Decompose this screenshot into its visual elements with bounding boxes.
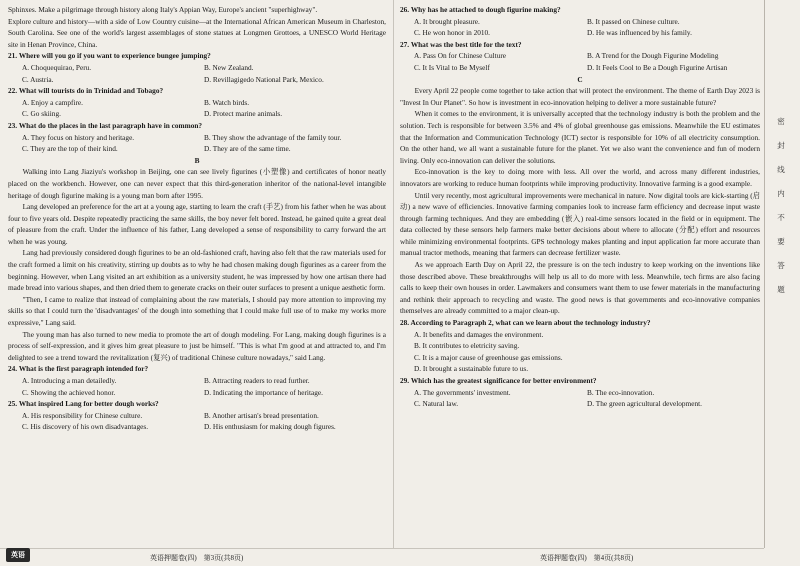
option: B. Another artisan's bread presentation. xyxy=(204,410,319,420)
seal-char: 要 xyxy=(777,237,785,246)
option: C. Go skiing. xyxy=(22,109,61,119)
intro-line: Sphinxes. Make a pilgrimage through history along Italy's Appian Way, Europe's ancient "superhighway". xyxy=(8,5,318,14)
option: B. Watch birds. xyxy=(204,97,250,107)
option: A. They focus on history and heritage. xyxy=(22,132,135,142)
passage-paragraph: "Then, I came to realize that instead of complaining about the raw materials, I should pay more attention to improving my skills so that I could turn the 'disadvantages' of the dough into something that I could make full use of to make my works more expressive," Lang said. xyxy=(8,294,386,328)
footer-page-3: 英语押题卷(四) 第3页(共8页) xyxy=(150,554,244,562)
option: D. It Feels Cool to Be a Dough Figurine Artisan xyxy=(587,62,728,72)
options-21 xyxy=(8,62,386,85)
question-22: 22. What will tourists do in Trinidad and Tobago? xyxy=(8,86,164,96)
question-27: 27. What was the best title for the text? xyxy=(400,39,522,49)
option: A. His responsibility for Chinese culture. xyxy=(22,410,143,420)
option: D. He was influenced by his family. xyxy=(587,28,692,38)
passage-paragraph: As we approach Earth Day on April 22, the pressure is on the tech industry to keep working on the inventions like those described above. These breakthroughs will help us all to do more with less. Meanwhile, tech firms are also facing calls to keep their own houses in order. Lawmakers and consumers want them to use fewer materials in the manufacturing and rethink their approach to recycling and waste. The good news is that governments and eco-innovative companies themselves are already committed to a major clean-up. xyxy=(400,260,760,316)
option: B. A Trend for the Dough Figurine Modeling xyxy=(587,51,719,61)
page-3 xyxy=(8,4,386,433)
option: D. Indicating the importance of heritage. xyxy=(204,387,323,397)
subject-badge: 英语 xyxy=(6,548,30,562)
question-26: 26. Why has he attached to dough figurine making? xyxy=(400,5,561,14)
section-c-heading: C xyxy=(577,74,583,84)
footer-rule xyxy=(0,548,764,549)
option: A. Introducing a man detailedly. xyxy=(22,376,117,385)
passage-paragraph: Walking into Lang Jiaziyu's workshop in Beijing, one can see lively figurines (小塑像) and certificates of honor neatly placed on the workbench. However, one can never expect that this third-generation inheritor of the national-level intangible heritage of dough figurine making is a young man born after 1995. xyxy=(8,167,386,200)
option: B. New Zealand. xyxy=(204,62,254,72)
option: B. It passed on Chinese culture. xyxy=(587,16,680,26)
binding-edge xyxy=(764,0,765,548)
column-divider xyxy=(393,0,394,548)
option: D. Revillagigedo National Park, Mexico. xyxy=(204,74,324,84)
option: D. Protect marine animals. xyxy=(204,109,283,119)
passage-paragraph: Lang had previously considered dough figurines to be an old-fashioned craft, having also felt that the raw materials used for the craft formed a limit on his creativity, stirring up doubts as to why he had chosen making dough figurines as a career from the beginning. However, when Lang visited an art exhibition as a university student, he was impressed by how one artisan there had made bread into various shapes, and then dried them to generate cracks on their outer surfaces to present a unique aesthetic form. xyxy=(8,248,386,293)
option: D. His enthusiasm for making dough figures. xyxy=(204,422,336,432)
option: C. He won honor in 2010. xyxy=(414,28,491,38)
options-26 xyxy=(400,16,760,39)
options-28 xyxy=(400,329,760,375)
option: C. His discovery of his own disadvantages. xyxy=(22,422,149,432)
passage-paragraph: Until very recently, most agricultural improvements were mechanical in nature. Now digital tools are kick-starting (启动) a new wave of efficiencies. Innovative farming companies look to increase farm efficiency and decrease input waste through farming techniques. And they are embedding (嵌入) real-time sensors located in the field or in equipment. The data collected by these sensors help farmers make better decisions about where to allocate (分配) effort and resources while minimizing environmental footprints. GPS technology makes planting and input application far more accurate than manual tractor methods, meaning that farmers can decrease fertilizer waste. xyxy=(400,190,761,258)
option: B. The eco-innovation. xyxy=(587,387,655,397)
option: A. Choquequirao, Peru. xyxy=(22,62,92,72)
binding-margin-notice xyxy=(773,110,789,302)
question-28: 28. According to Paragraph 2, what can we learn about the technology industry? xyxy=(400,318,651,328)
passage-paragraph: Eco-innovation is the key to doing more with less. All over the world, and across many different industries, innovators are working to reduce human footprints while improving productivity. Innovative farming is a good example. xyxy=(400,167,760,188)
question-23: 23. What do the places in the last paragraph have in common? xyxy=(8,120,203,130)
section-b-heading: B xyxy=(194,155,200,165)
options-27 xyxy=(400,50,760,73)
question-21: 21. Where will you go if you want to experience bungee jumping? xyxy=(8,51,211,61)
option: C. They are the top of their kind. xyxy=(22,144,118,154)
passage-paragraph: Lang developed an preference for the art at a young age, starting to learn the craft (手艺) from his father when he was about four to five years old. Despite repeatedly practicing the same skills, the boy never felt bored. Instead, he gained quite a great deal of pleasure from the craft. Under the influence of his father, Lang developed a sense of responsibility to carry forward the art when he was young. xyxy=(8,202,386,246)
option: C. Showing the achieved honor. xyxy=(22,387,116,397)
option: A. The governments' investment. xyxy=(414,387,511,397)
seal-char: 答 xyxy=(777,261,785,270)
seal-char: 线 xyxy=(777,165,785,174)
question-25: 25. What inspired Lang for better dough works? xyxy=(8,399,159,409)
passage-paragraph: When it comes to the environment, it is universally accepted that the technology industry is both the problem and the solution. Tech is responsible for between 3.5% and 4% of global greenhouse gas emissions. Meanwhile the EU estimates that the Information and Communication Technology (ICT) sector is responsible for 10% of all electricity consumption. On the other hand, we all want a sustainable future for the planet. Yet we also want the convenience and fun of modern living. Only eco-innovation can deliver the solutions. xyxy=(400,109,760,165)
question-29: 29. Which has the greatest significance for better environment? xyxy=(400,376,597,385)
question-24: 24. What is the first paragraph intended for? xyxy=(8,364,149,374)
seal-char: 密 xyxy=(777,117,785,126)
option: A. Pass On for Chinese Culture xyxy=(414,51,507,61)
passage-paragraph: Every April 22 people come together to take action that will protect the environment. The theme of Earth Day 2023 is "Invest In Our Planet". So how is investment in eco-innovation helping to deliver a more sustainable future? xyxy=(400,86,760,107)
option: A. It benefits and damages the environment. xyxy=(414,329,544,339)
option: C. Natural law. xyxy=(414,399,459,409)
option: B. It contributes to eletricity saving. xyxy=(414,341,520,351)
option: A. Enjoy a campfire. xyxy=(22,97,83,107)
option: A. It brought pleasure. xyxy=(414,16,480,26)
option: D. It brought a sustainable future to us. xyxy=(414,364,529,374)
intro-line: Explore culture and history—with a side of Low Country cuisine—at the International African American Museum in Charleston, South Carolina. See one of the world's largest assemblages of stone statues at Longmen Grottoes, a UNESCO World Heritage site in Henan Province, China. xyxy=(8,16,386,49)
options-25 xyxy=(8,410,386,433)
option: D. They are of the same time. xyxy=(204,144,291,154)
seal-char: 内 xyxy=(777,189,785,198)
options-29 xyxy=(400,387,760,410)
option: C. It is a major cause of greenhouse gas emissions. xyxy=(414,352,563,362)
seal-char: 不 xyxy=(777,213,785,222)
options-23 xyxy=(8,132,386,155)
option: B. They show the advantage of the family tour. xyxy=(204,132,342,142)
option: B. Attracting readers to read further. xyxy=(204,376,310,385)
option: D. The green agricultural development. xyxy=(587,399,702,409)
seal-char: 题 xyxy=(777,285,785,294)
option: C. It Is Vital to Be Myself xyxy=(414,62,490,72)
footer-page-4: 英语押题卷(四) 第4页(共8页) xyxy=(540,554,634,562)
passage-paragraph: The young man has also turned to new media to promote the art of dough modeling. For Lang, making dough figurines is a process of self-expression, and it gives him great pleasure to just be himself. "This is what I'm good at and attracted to, and I'm delighted to see a trend toward the revitalization (复兴) of traditional Chinese culture nowadays," said Lang. xyxy=(8,329,386,362)
page-4 xyxy=(400,4,760,410)
options-24 xyxy=(8,375,386,398)
options-22 xyxy=(8,97,386,120)
option: C. Austria. xyxy=(22,74,54,84)
seal-char: 封 xyxy=(777,141,785,150)
